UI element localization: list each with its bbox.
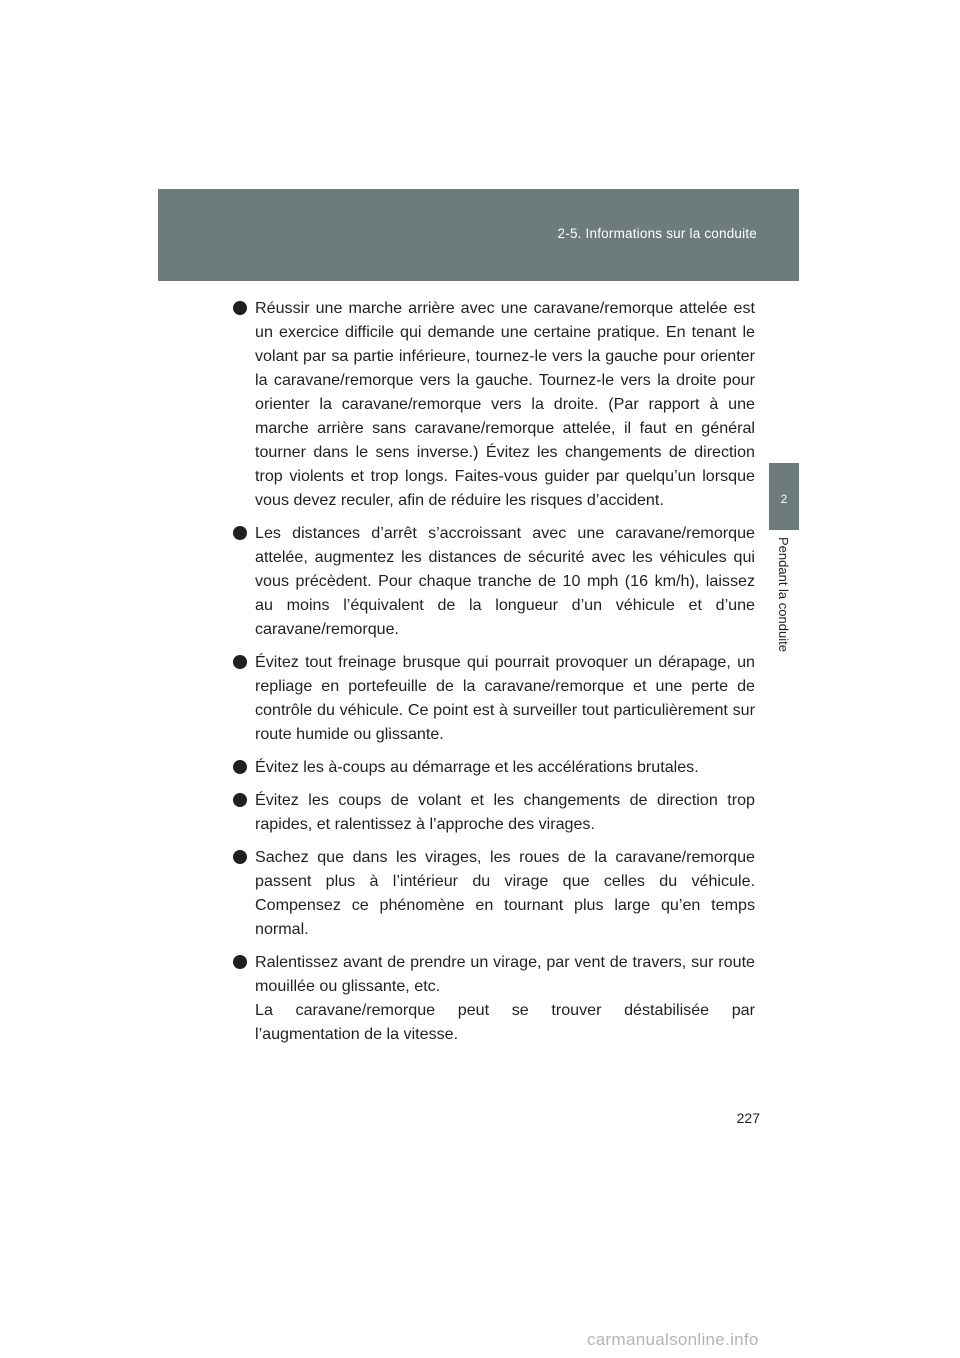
bullet-text: Réussir une marche arrière avec une caravane/remorque attelée est un exercice difficile qui demande une certaine pratique. En tenant le volant par sa partie inférieure, tournez-le vers la gauche pour orienter la caravane/remorque vers la gauche. Tournez-le vers la droite pour orienter la caravane/remorque vers la droite. (Par rapport à une marche arrière sans caravane/remorque attelée, il faut en général tourner dans le sens inverse.) Évitez les changements de direction trop violents et trop longs. Faites-vous guider par quelqu’un lorsque vous devez reculer, afin de réduire les risques d’accident. — [255, 299, 755, 509]
watermark: carmanualsonline.info — [587, 1330, 759, 1349]
bullet-text-line: Ralentissez avant de prendre un virage, par vent de travers, sur route mouillée ou glissante, etc. — [255, 953, 755, 995]
list-item — [233, 650, 755, 746]
bullet-dot-icon — [233, 793, 247, 807]
bullet-text: Sachez que dans les virages, les roues de la caravane/remorque passent plus à l’intérieur du virage que celles du véhicule. Compensez ce phénomène en tournant plus large qu’en temps normal. — [255, 848, 755, 938]
bullet-dot-icon — [233, 760, 247, 774]
list-item — [233, 845, 755, 941]
bullet-list — [233, 296, 755, 1055]
list-item — [233, 296, 755, 512]
bullet-continuation: La caravane/remorque peut se trouver déstabilisée par l’augmentation de la vitesse. — [255, 1001, 755, 1043]
section-title: 2-5. Informations sur la conduite — [557, 226, 757, 241]
bullet-dot-icon — [233, 526, 247, 540]
section-header-band — [158, 189, 799, 281]
chapter-number: 2 — [780, 492, 788, 506]
list-item — [233, 755, 755, 779]
bullet-text: Les distances d’arrêt s’accroissant avec une caravane/remorque attelée, augmentez les distances de sécurité avec les véhicules qui vous précèdent. Pour chaque tranche de 10 mph (16 km/h), laissez au moins l’équivalent de la longueur d’un véhicule et d’une caravane/remorque. — [255, 524, 755, 638]
page-number: 227 — [736, 1110, 760, 1126]
bullet-dot-icon — [233, 301, 247, 315]
bullet-text: Évitez les coups de volant et les changements de direction trop rapides, et ralentissez à l’approche des virages. — [255, 791, 755, 833]
bullet-text — [255, 950, 755, 1046]
bullet-dot-icon — [233, 955, 247, 969]
bullet-text: Évitez tout freinage brusque qui pourrait provoquer un dérapage, un repliage en portefeuille de la caravane/remorque et une perte de contrôle du véhicule. Ce point est à surveiller tout particulièrement sur route humide ou glissante. — [255, 653, 755, 743]
list-item — [233, 950, 755, 1046]
chapter-tab — [769, 463, 799, 530]
bullet-dot-icon — [233, 655, 247, 669]
list-item — [233, 521, 755, 641]
bullet-dot-icon — [233, 850, 247, 864]
chapter-label: Pendant la conduite — [776, 537, 791, 652]
bullet-text: Évitez les à-coups au démarrage et les accélérations brutales. — [255, 758, 699, 776]
list-item — [233, 788, 755, 836]
